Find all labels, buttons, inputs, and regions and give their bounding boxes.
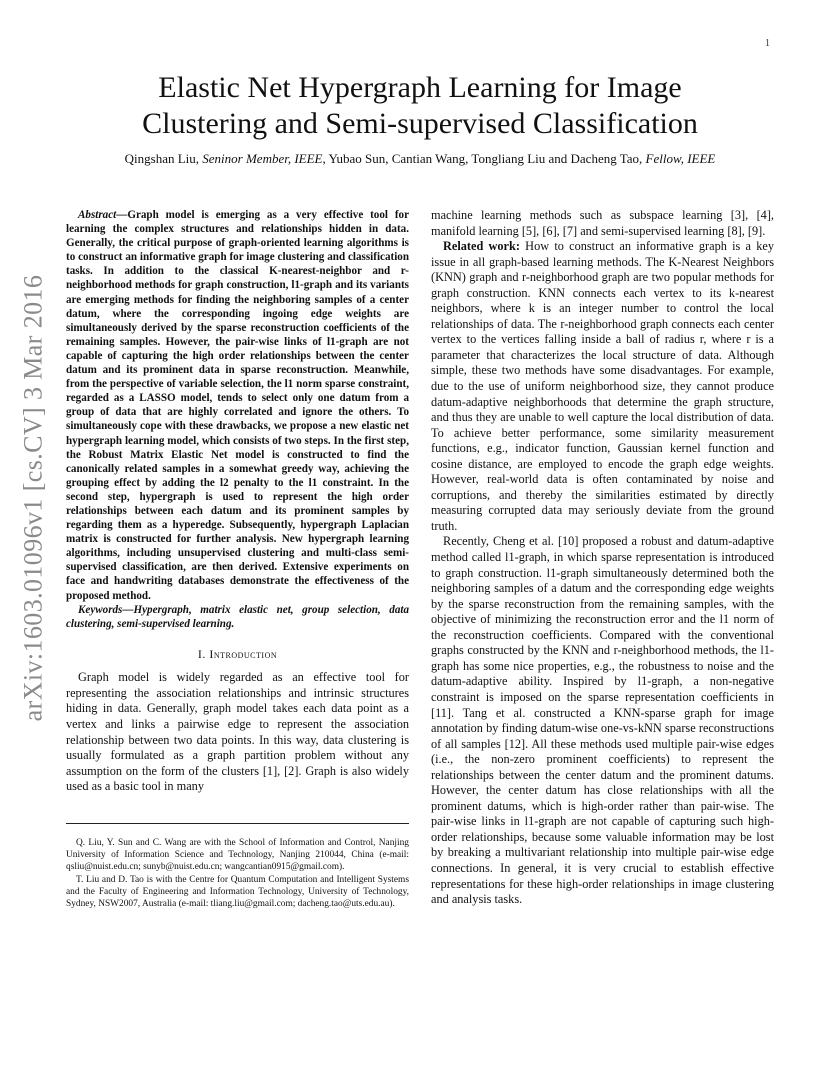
title-line-2: Clustering and Semi-supervised Classification [142,107,698,140]
title-line-1: Elastic Net Hypergraph Learning for Image [158,71,682,104]
abstract-label: Abstract [78,209,117,221]
author-role-1: Seninor Member, IEEE [202,151,323,166]
author-list [40,151,800,167]
related-work-text: How to construct an informative graph is a key issue in all graph-based learning methods. The K-Nearest Neighbors (KNN) graph and r-neighborhood graph are two popular methods for graph construction. KNN connects each vertex to its k-nearest neighbors, where k is an integer number to control the local relationships of data. The r-neighborhood graph connects each center vertex to the vertices falling inside a ball of radius r, where r is a parameter that characterizes the local structure of data. Although simple, these two methods have some disadvantages. For example, due to the use of uniform neighborhood size, they cannot produce datum-adaptive neighborhoods that determine the graph structure, and thus they are unable to well capture the local distribution of data. To achieve better performance, some similarity measurement functions, e.g., indicator function, Gaussian kernel function and cosine distance, are employed to encode the graph edge weights. However, real-world data is often contaminated by noise and corruptions, and thereby the similarities estimated by directly measuring corrupted data may seriously deviate from the ground truth. [431,239,774,533]
footnote-affiliation-2: T. Liu and D. Tao is with the Centre for Quantum Computation and Intelligent Systems and the Faculty of Engineering and Information Technology, University of Technology, Sydney, NSW2007, Australia (e-mail: tliang.liu@gmail.com; dacheng.tao@uts.edu.au). [66,875,409,910]
related-work-paragraph [431,239,774,534]
arxiv-id: arXiv:1603.01096v1 [cs.CV] 3 Mar 2016 [18,274,48,722]
authors-part-1: Qingshan Liu, [124,151,203,166]
related-work-label: Related work: [443,239,520,254]
footnotes [66,837,409,912]
intro-paragraph: Graph model is widely regarded as an effective tool for representing the association relationships and intrinsic structures hiding in data. Generally, graph model takes each data point as a vertex and links a pairwise edge to represent the association relationship between two data points. In this way, data clustering is usually formulated as a graph partition problem without any assumption on the form of the clusters [1], [2]. Graph is also widely used as a basic tool in many [66,670,409,794]
footnote-affiliation-1: Q. Liu, Y. Sun and C. Wang are with the School of Information and Control, Nanjing University of Information Science and Technology, Nanjing 210044, China (e-mail: qsliu@nuist.edu.cn; sunyb@nuist.edu.cn; wangcantian0915@gmail.com). [66,838,409,873]
page-number: 1 [765,38,770,49]
l1-graph-paragraph: Recently, Cheng et al. [10] proposed a robust and datum-adaptive method called l1-graph, in which sparse representation is introduced to graph construction. l1-graph simultaneously determined both the neighboring samples of a datum and the corresponding edge weights by the sparse reconstruction from the remaining samples, with the objective of minimizing the reconstruction error and the l1 norm of the reconstruction coefficients. Compared with the conventional graphs constructed by the KNN and r-neighborhood methods, the l1-graph has some nice properties, e.g., the robustness to noise and the datum-adaptive ability. Inspired by l1-graph, a non-negative constraint is imposed on the sparse representation coefficients in [11]. Tang et al. constructed a KNN-sparse graph for image annotation by finding datum-wise one-vs-kNN sparse reconstructions of all samples [12]. All these methods used multiple pair-wise edges (i.e., the non-zero prominent coefficients) to represent the relationships between the center datum and the prominent datums. However, the center datum has close relationships with all the prominent datums, which is high-order rather than pair-wise. The pair-wise links in l1-graph are not capable of capturing such high-order relationships, because some valuable information may be lost by breaking a multivariant relationship into multiple pair-wise edge connections. In general, it is very crucial to establish effective representations for these high-order relationships in image clustering and analysis tasks. [431,534,774,907]
continued-paragraph: machine learning methods such as subspace learning [3], [4], manifold learning [5], [6], [7] and semi-supervised learning [8], [9]. [431,208,774,238]
left-column [66,208,409,795]
arxiv-watermark [18,258,48,738]
abstract [66,208,409,603]
keywords-label: Keywords [78,603,123,616]
authors-part-2: , Yubao Sun, Cantian Wang, Tongliang Liu and Dacheng Tao, [322,151,646,166]
paper-title [60,70,780,142]
right-column [431,208,774,908]
keywords-text: —Hypergraph, matrix elastic net, group selection, data clustering, semi-supervised learning. [66,603,409,630]
section-heading-introduction: I. Introduction [197,646,278,661]
abstract-text: —Graph model is emerging as a very effective tool for learning the complex structures and relationships hidden in data. Generally, the critical purpose of graph-oriented learning algorithms is to construct an informative graph for image clustering and classification tasks. In addition to the classical K-nearest-neighbor and r-neighborhood methods for graph construction, l1-graph and its variants are emerging methods for finding the neighboring samples of a center datum, where the corresponding ingoing edge weights are simultaneously derived by the sparse reconstruction coefficients of the remaining samples. However, the pair-wise links of l1-graph are not capable of capturing the high order relationships between the center datum and its prominent data in sparse reconstruction. Meanwhile, from the perspective of variable selection, the l1 norm sparse constraint, regarded as a LASSO model, tends to select only one datum from a group of data that are highly correlated and ignore the others. To simultaneously cope with these drawbacks, we propose a new elastic net hypergraph learning model, which consists of two steps. In the first step, the Robust Matrix Elastic Net model is constructed to find the canonically related samples in a somewhat greedy way, achieving the grouping effect by adding the l2 penalty to the l1 constraint. In the second step, hypergraph is used to represent the high order relationships between each datum and its prominent samples by regarding them as a hyperedge. Subsequently, hypergraph Laplacian matrix is constructed for further analysis. New hypergraph learning algorithms, including unsupervised clustering and multi-class semi-supervised classification, are then derived. Extensive experiments on face and handwriting databases demonstrate the effectiveness of the proposed method. [66,209,409,602]
author-role-2: Fellow, IEEE [645,151,716,166]
footnote-divider [66,823,409,824]
keywords [66,603,409,631]
